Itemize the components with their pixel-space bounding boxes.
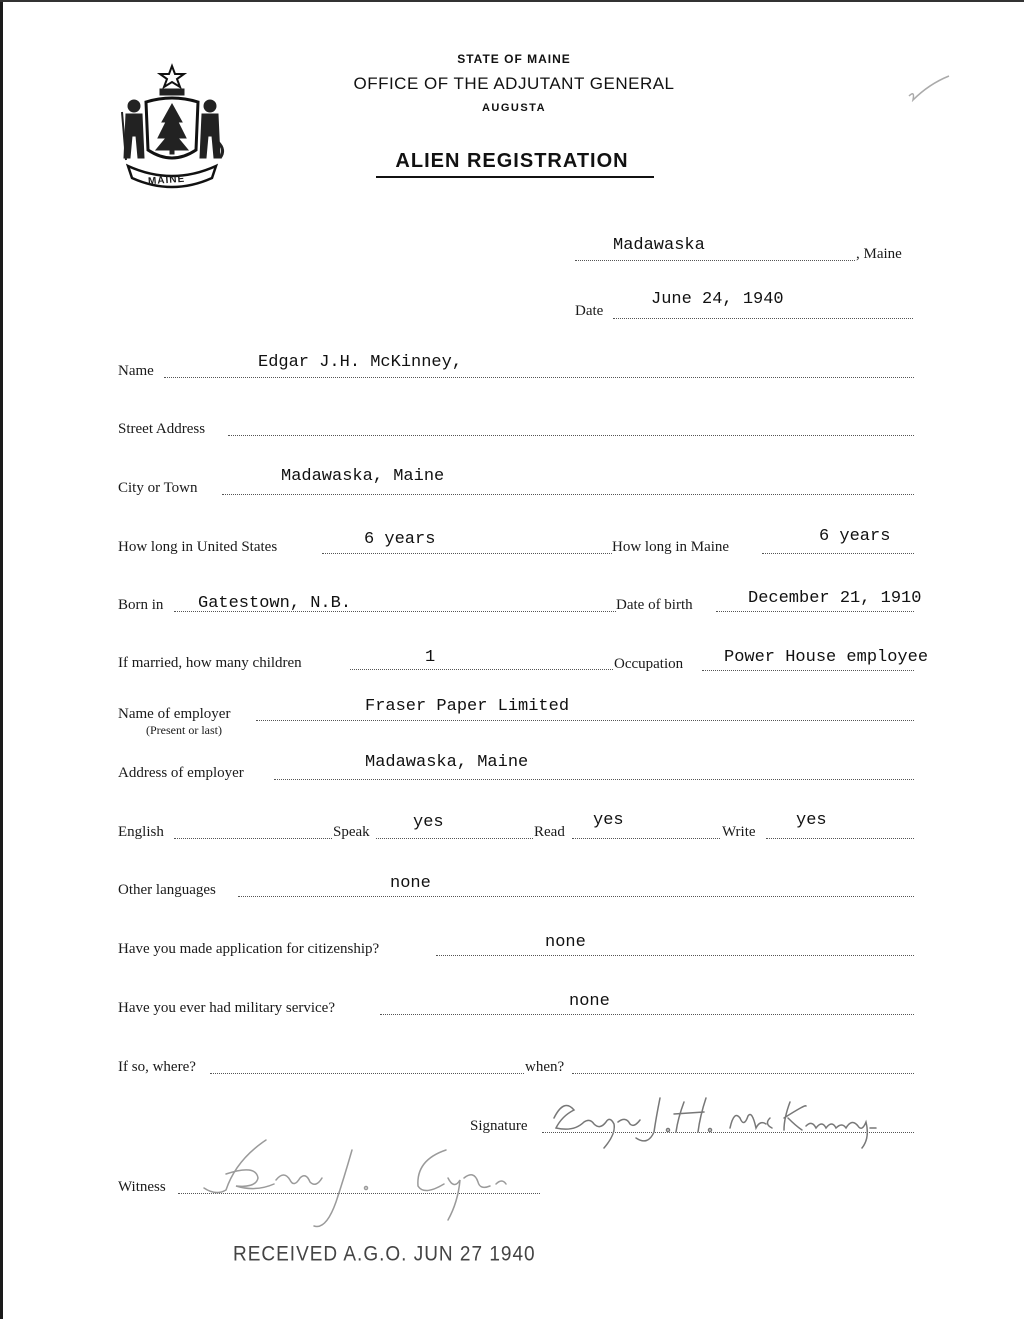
scan-left-edge xyxy=(0,0,3,1319)
seal-ribbon-text: MAINE xyxy=(147,173,186,188)
when-line xyxy=(572,1073,914,1074)
occupation-line xyxy=(702,670,914,671)
street-address-line xyxy=(228,435,914,436)
us-length-line xyxy=(322,553,612,554)
received-stamp: RECEIVED A.G.O. JUN 27 1940 xyxy=(233,1242,536,1266)
date-of-birth-line xyxy=(716,611,914,612)
read-value: yes xyxy=(593,811,624,830)
state-heading: STATE OF MAINE xyxy=(457,52,571,66)
if-so-where-line xyxy=(210,1073,524,1074)
other-languages-label: Other languages xyxy=(118,882,216,898)
write-line xyxy=(766,838,914,839)
title-underline xyxy=(376,176,654,178)
english-label: English xyxy=(118,824,164,840)
city-label: City or Town xyxy=(118,480,198,496)
location-town-value: Madawaska xyxy=(613,236,705,255)
date-of-birth-value: December 21, 1910 xyxy=(748,589,922,608)
employer-label: Name of employer xyxy=(118,706,231,722)
date-value: June 24, 1940 xyxy=(651,290,784,309)
signature-label: Signature xyxy=(470,1118,528,1134)
speak-line xyxy=(376,838,533,839)
date-line xyxy=(613,318,913,319)
signature-handwriting xyxy=(544,1088,914,1154)
maine-length-label: How long in Maine xyxy=(612,539,730,555)
witness-handwriting xyxy=(196,1130,526,1234)
occupation-value: Power House employee xyxy=(724,648,929,667)
city-value: Madawaska, Maine xyxy=(281,467,445,486)
if-so-where-label: If so, where? xyxy=(118,1059,196,1075)
other-languages-value: none xyxy=(390,874,431,893)
read-label: Read xyxy=(534,824,565,840)
witness-label: Witness xyxy=(118,1179,166,1195)
write-label: Write xyxy=(722,824,756,840)
date-of-birth-label: Date of birth xyxy=(616,597,693,613)
citizenship-line xyxy=(436,955,914,956)
citizenship-label: Have you made application for citizenship? xyxy=(118,941,380,957)
employer-line xyxy=(256,720,914,721)
street-address-label: Street Address xyxy=(118,421,206,437)
other-languages-line xyxy=(238,896,914,897)
employer-address-value: Madawaska, Maine xyxy=(365,753,529,772)
english-line xyxy=(174,838,332,839)
children-value: 1 xyxy=(425,648,436,667)
check-mark-icon xyxy=(905,72,953,102)
location-state-label: , Maine xyxy=(856,246,902,262)
employer-address-label: Address of employer xyxy=(118,765,244,781)
speak-value: yes xyxy=(413,813,444,832)
location-line xyxy=(575,260,855,261)
write-value: yes xyxy=(796,811,827,830)
us-length-label: How long in United States xyxy=(118,539,278,555)
employer-sublabel: (Present or last) xyxy=(146,723,222,737)
maine-length-line xyxy=(762,553,914,554)
when-label: when? xyxy=(525,1059,565,1075)
military-service-label: Have you ever had military service? xyxy=(118,1000,335,1016)
born-in-label: Born in xyxy=(118,597,164,613)
date-label: Date xyxy=(575,303,604,319)
maine-length-value: 6 years xyxy=(819,527,891,546)
children-line xyxy=(350,669,613,670)
city-line xyxy=(222,494,914,495)
occupation-label: Occupation xyxy=(614,656,684,672)
read-line xyxy=(572,838,720,839)
employer-value: Fraser Paper Limited xyxy=(365,697,570,716)
form-title: ALIEN REGISTRATION xyxy=(395,150,629,172)
office-heading: OFFICE OF THE ADJUTANT GENERAL xyxy=(353,74,675,93)
us-length-value: 6 years xyxy=(364,530,436,549)
employer-address-line xyxy=(274,779,914,780)
military-service-line xyxy=(380,1014,914,1015)
born-in-value: Gatestown, N.B. xyxy=(198,594,352,613)
name-value: Edgar J.H. McKinney, xyxy=(258,353,463,372)
citizenship-value: none xyxy=(545,933,586,952)
children-label: If married, how many children xyxy=(118,655,302,671)
name-line xyxy=(164,377,914,378)
scan-top-edge xyxy=(0,0,1024,2)
military-service-value: none xyxy=(569,992,610,1011)
speak-label: Speak xyxy=(333,824,370,840)
city-heading: AUGUSTA xyxy=(481,102,547,114)
name-label: Name xyxy=(118,363,154,379)
